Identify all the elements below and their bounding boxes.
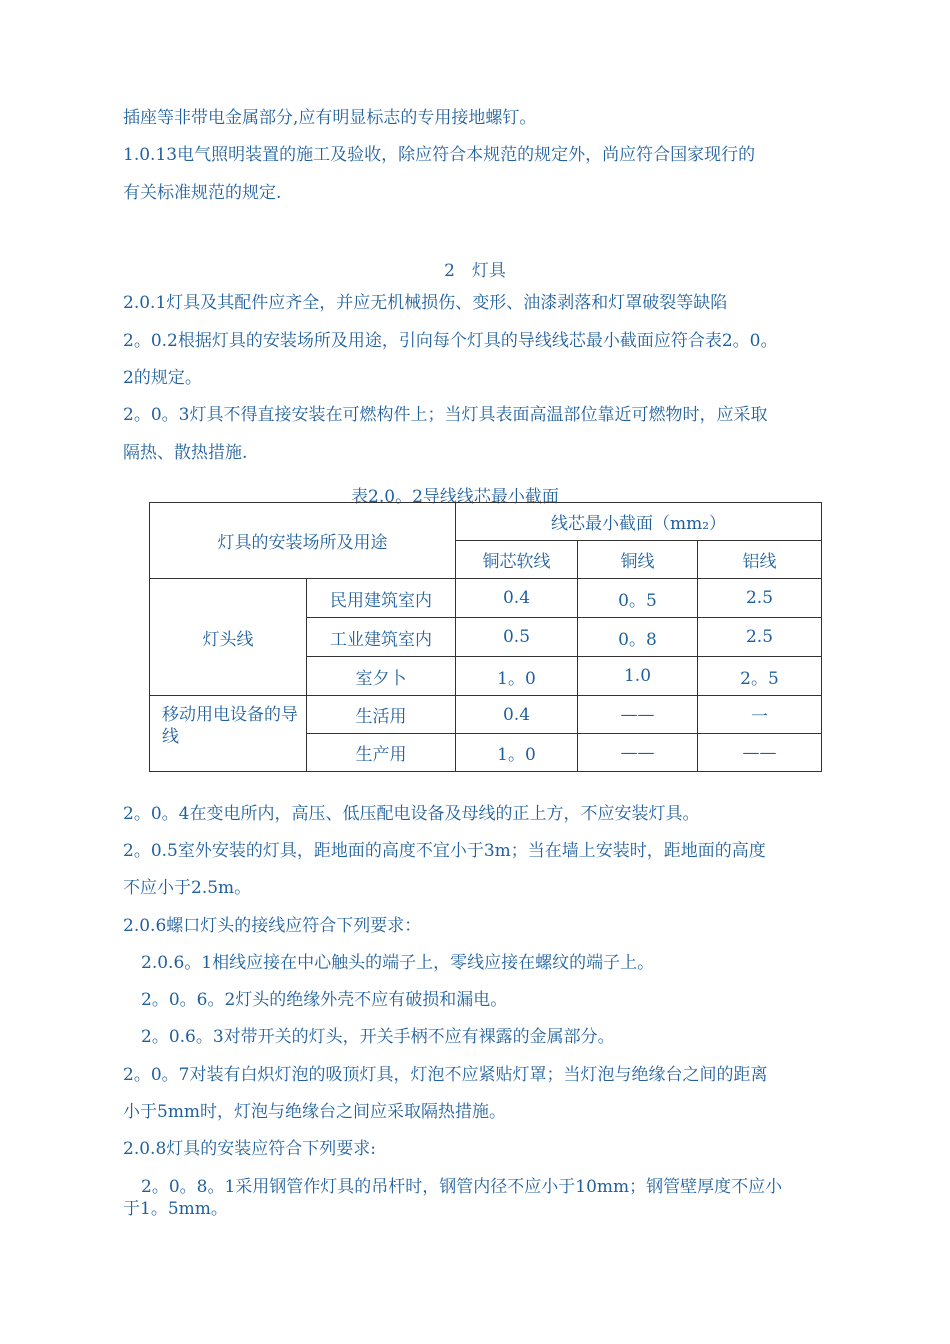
paragraph-line: 2.0.1灯具及其配件应齐全，并应无机械损伤、变形、油漆剥落和灯罩破裂等缺陷 (123, 293, 728, 313)
paragraph-line: 2.0.6螺口灯头的接线应符合下列要求： (123, 916, 422, 936)
paragraph-line: 2。0。6。2灯头的绝缘外壳不应有破损和漏电。 (141, 990, 508, 1010)
paragraph-line: 2。0。3灯具不得直接安装在可燃构件上；当灯具表面高温部位靠近可燃物时，应采取 (123, 405, 768, 425)
paragraph-line: 1.0.13电气照明装置的施工及验收，除应符合本规范的规定外，尚应符合国家现行的 (123, 145, 756, 165)
table-cell: 0。8 (578, 618, 698, 657)
table-cell: 1.0 (578, 657, 698, 696)
table-cell: 0.4 (456, 696, 578, 734)
paragraph-line: 2.0.8灯具的安装应符合下列要求: (123, 1139, 376, 1159)
paragraph-line: 插座等非带电金属部分,应有明显标志的专用接地螺钉。 (123, 108, 537, 128)
table-cell: 一 (698, 696, 822, 734)
paragraph-line: 隔热、散热措施. (123, 443, 248, 463)
paragraph-line: 2。0.5室外安装的灯具，距地面的高度不宜小于3m；当在墙上安装时，距地面的高度 (123, 841, 766, 861)
table-cell: 0.4 (456, 579, 578, 618)
table-cell: 1。0 (456, 657, 578, 696)
paragraph-line: 2.0.6。1相线应接在中心触头的端子上，零线应接在螺纹的端子上。 (141, 953, 655, 973)
table-cell: 0。5 (578, 579, 698, 618)
paragraph-line: 2。0.2根据灯具的安装场所及用途，引向每个灯具的导线线芯最小截面应符合表2。0。 (123, 331, 778, 351)
section-title: 2 灯具 (444, 261, 506, 281)
paragraph-line: 2的规定。 (123, 368, 202, 388)
header-section: 线芯最小截面（mm₂） (456, 503, 822, 541)
table-cell: —— (698, 734, 822, 772)
paragraph-line: 小于5mm时，灯泡与绝缘台之间应采取隔热措施。 (123, 1102, 507, 1122)
col-copper: 铜线 (578, 541, 698, 579)
table-caption: 表2.0。2导线线芯最小截面 (351, 487, 559, 507)
table-cell: —— (578, 696, 698, 734)
table-cell: 0.5 (456, 618, 578, 657)
paragraph-line: 2。0。8。1采用钢管作灯具的吊杆时，钢管内径不应小于10mm；钢管壁厚度不应小 (141, 1177, 783, 1197)
table-cell: 2。5 (698, 657, 822, 696)
paragraph-line: 不应小于2.5m。 (123, 878, 252, 898)
col-soft-copper: 铜芯软线 (456, 541, 578, 579)
paragraph-line: 2。0。7对装有白炽灯泡的吸顶灯具，灯泡不应紧贴灯罩；当灯泡与绝缘台之间的距离 (123, 1065, 768, 1085)
table-cell: 室夕卜 (307, 657, 456, 696)
paragraph-line: 有关标准规范的规定. (123, 183, 282, 203)
table-cell: —— (578, 734, 698, 772)
table-cell: 1。0 (456, 734, 578, 772)
paragraph-line: 于1。5mm。 (123, 1199, 228, 1219)
group-mobile-wire (150, 696, 307, 772)
table-cell: 2.5 (698, 579, 822, 618)
group-lamp-wire: 灯头线 (150, 579, 307, 696)
header-place: 灯具的安装场所及用途 (150, 503, 456, 579)
table-cell: 工业建筑室内 (307, 618, 456, 657)
min-section-table (149, 502, 822, 772)
paragraph-line: 2。0.6。3对带开关的灯头，开关手柄不应有裸露的金属部分。 (141, 1027, 615, 1047)
col-aluminum: 铝线 (698, 541, 822, 579)
table-cell: 民用建筑室内 (307, 579, 456, 618)
paragraph-line: 2。0。4在变电所内，高压、低压配电设备及母线的正上方，不应安装灯具。 (123, 804, 700, 824)
table-cell: 2.5 (698, 618, 822, 657)
table-cell: 生产用 (307, 734, 456, 772)
group-mobile-label: 移动用电设备的导线 (162, 705, 298, 747)
table-cell: 生活用 (307, 696, 456, 734)
